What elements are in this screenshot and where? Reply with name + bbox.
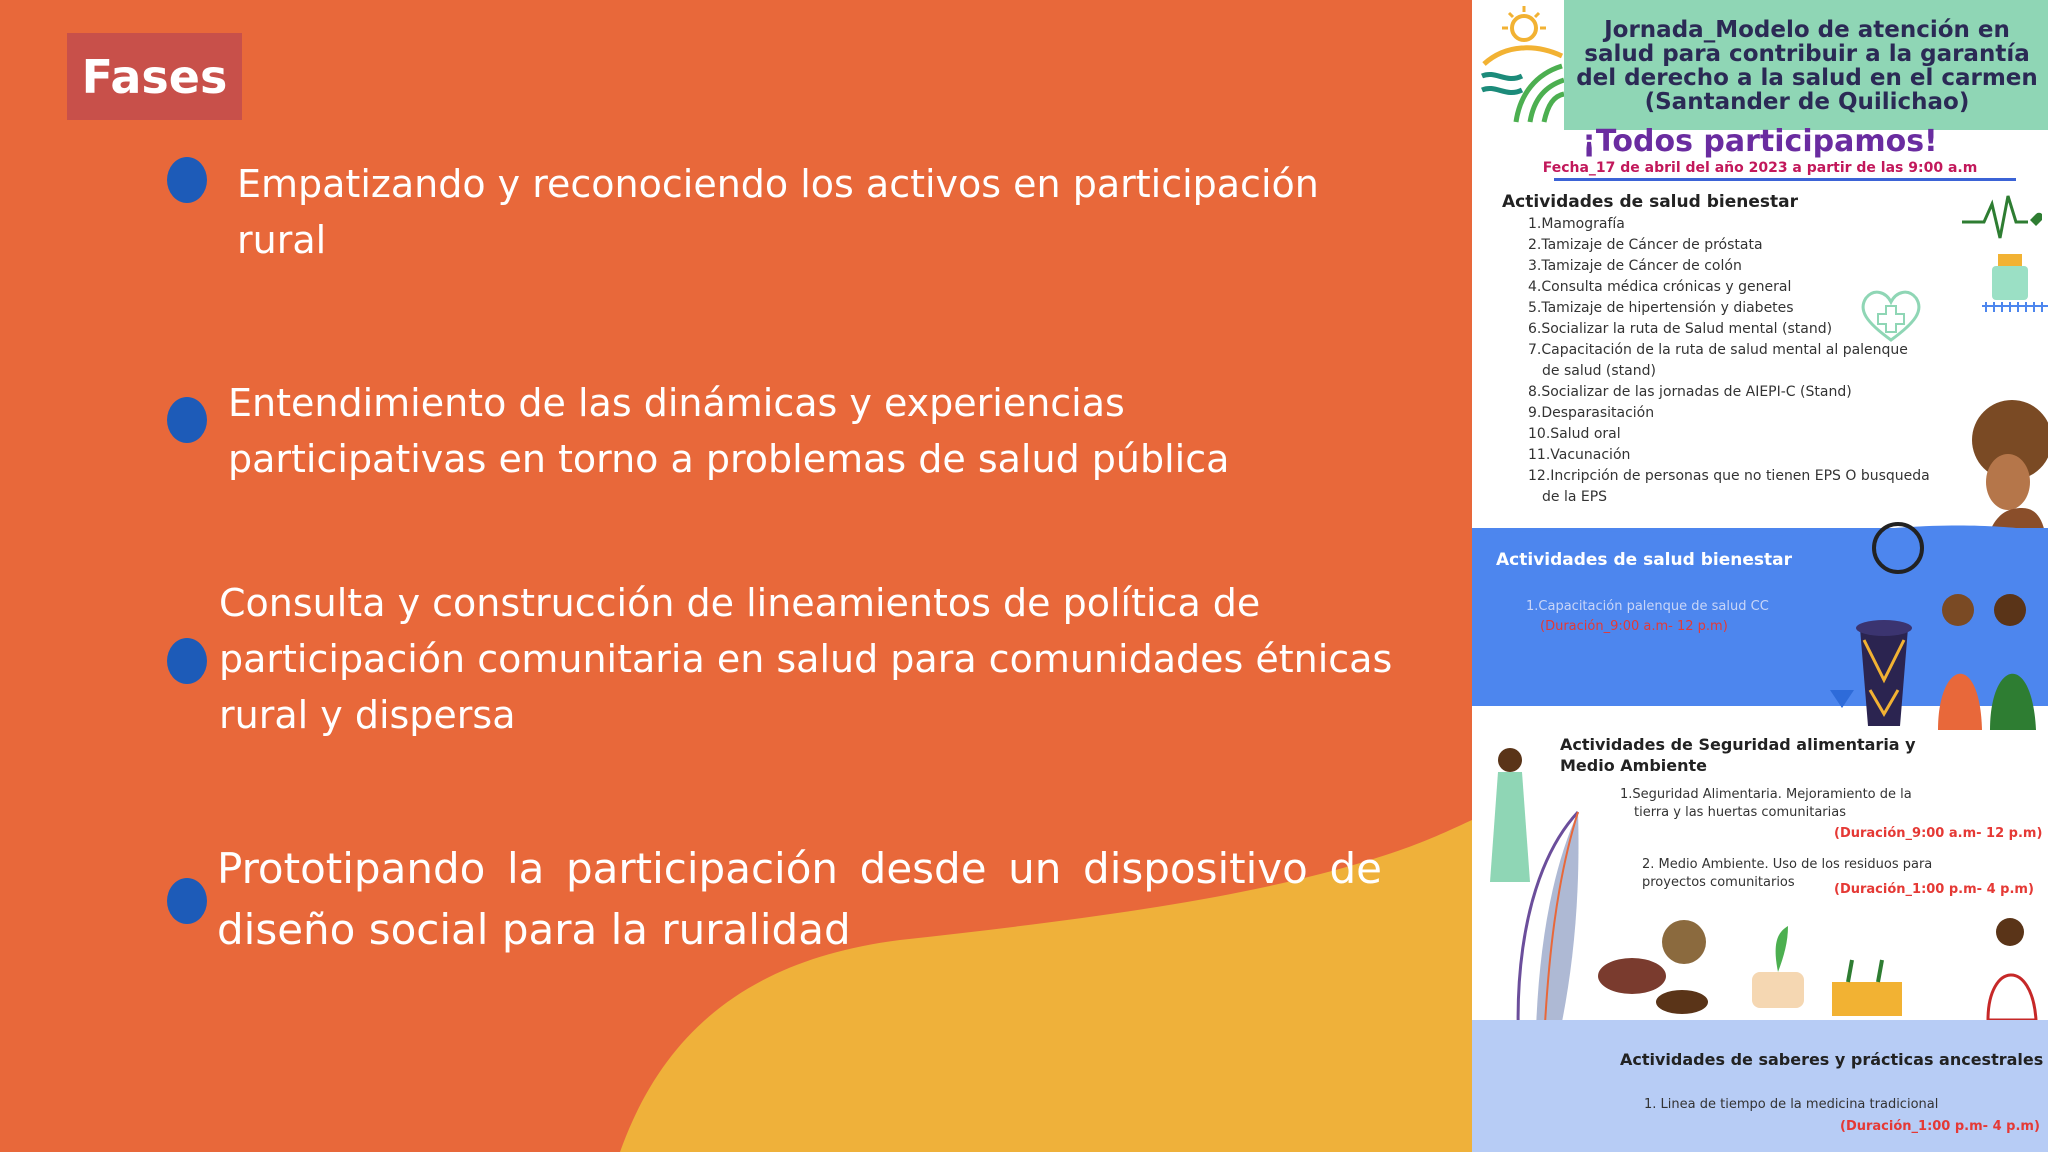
drum-and-people-illustration bbox=[1830, 500, 2048, 740]
poster-header-title: Jornada_Modelo de atención en salud para contribuir a la garantía del derecho a la salud en el carmen (Santander de Quilichao) bbox=[1576, 17, 2038, 115]
section2-item: 1.Capacitación palenque de salud CC bbox=[1526, 599, 1769, 614]
section4-item: 1. Linea de tiempo de la medicina tradicional bbox=[1644, 1097, 1939, 1112]
bullet-1: Empatizando y reconociendo los activos en participación rural bbox=[237, 162, 1319, 262]
bullet-dot-icon bbox=[167, 878, 207, 924]
section3-item1-duration: (Duración_9:00 a.m- 12 p.m) bbox=[1834, 826, 2043, 841]
section2-title: Actividades de salud bienestar bbox=[1496, 550, 1792, 570]
section3-title: Actividades de Seguridad alimentaria y Medio Ambiente bbox=[1560, 735, 1916, 775]
list-item: 9.Desparasitación bbox=[1528, 405, 1655, 421]
section1-list bbox=[1528, 214, 1930, 508]
list-item: 6.Socializar la ruta de Salud mental (stand) bbox=[1528, 321, 1833, 337]
sun-logo-icon bbox=[1476, 4, 1566, 128]
medicine-bottle-icon bbox=[1978, 246, 2048, 356]
bullet-dot-icon bbox=[167, 397, 207, 443]
list-item: 11.Vacunación bbox=[1528, 447, 1631, 463]
section3-item2: 2. Medio Ambiente. Uso de los residuos para proyectos comunitarios bbox=[1642, 857, 1933, 890]
list-item: 8.Socializar de las jornadas de AIEPI-C (Stand) bbox=[1528, 384, 1852, 400]
list-item: 3.Tamizaje de Cáncer de colón bbox=[1528, 258, 1742, 274]
poster-subtitle: ¡Todos participamos! bbox=[1582, 124, 1938, 159]
list-item: de salud (stand) bbox=[1542, 363, 1656, 379]
bullet-dot-icon bbox=[167, 638, 207, 684]
list-item: 10.Salud oral bbox=[1528, 426, 1621, 442]
section3-item2-duration: (Duración_1:00 p.m- 4 p.m) bbox=[1834, 882, 2034, 897]
poster-divider bbox=[1554, 178, 2016, 181]
list-item: 2.Tamizaje de Cáncer de próstata bbox=[1528, 237, 1763, 253]
list-item: 4.Consulta médica crónicas y general bbox=[1528, 279, 1792, 295]
heartbeat-icon bbox=[1962, 186, 2042, 246]
section4-title: Actividades de saberes y prácticas ancestrales bbox=[1620, 1050, 2044, 1069]
bullet-2: Entendimiento de las dinámicas y experiencias participativas en torno a problemas de salud pública bbox=[228, 381, 1230, 481]
list-item: de la EPS bbox=[1542, 489, 1608, 505]
list-item: 7.Capacitación de la ruta de salud mental al palenque bbox=[1528, 342, 1908, 358]
bullet-3: Consulta y construcción de lineamientos de política de participación comunitaria en salud para comunidades étnicas rural y dispersa bbox=[219, 581, 1393, 737]
bullet-dot-icon bbox=[167, 157, 207, 203]
list-item: 1.Mamografía bbox=[1528, 216, 1625, 232]
bullet-4: Prototipando la participación desde un dispositivo de diseño social para la ruralidad bbox=[217, 844, 1382, 954]
list-item: 12.Incripción de personas que no tienen EPS O busqueda bbox=[1528, 468, 1930, 484]
section4-duration: (Duración_1:00 p.m- 4 p.m) bbox=[1840, 1119, 2040, 1134]
food-and-plants-illustration bbox=[1592, 912, 2048, 1020]
poster-date: Fecha_17 de abril del año 2023 a partir de las 9:00 a.m bbox=[1542, 160, 1978, 176]
section3-item1: 1.Seguridad Alimentaria. Mejoramiento de la tierra y las huertas comunitarias bbox=[1620, 787, 1912, 820]
section1-title: Actividades de salud bienestar bbox=[1502, 192, 1798, 212]
event-poster bbox=[1472, 0, 2048, 1152]
list-item: 5.Tamizaje de hipertensión y diabetes bbox=[1528, 300, 1794, 316]
title-box bbox=[67, 33, 242, 120]
slide-title: Fases bbox=[81, 49, 228, 104]
section2-duration: (Duración_9:00 a.m- 12 p.m) bbox=[1540, 619, 1728, 634]
